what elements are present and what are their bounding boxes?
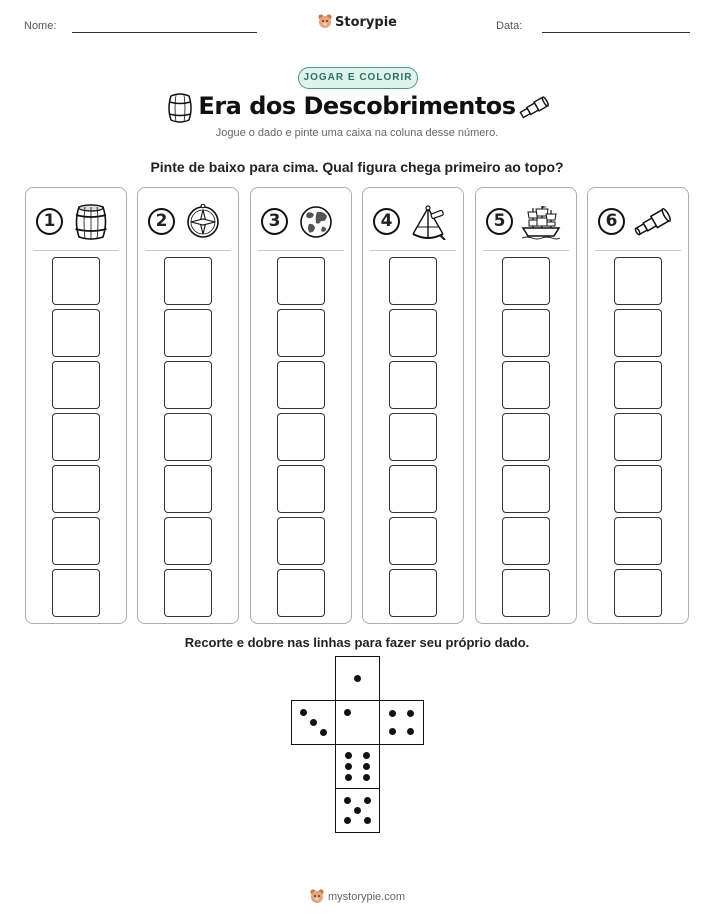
color-box[interactable] <box>277 517 325 565</box>
column-4 <box>362 187 464 624</box>
die-pip <box>407 728 414 735</box>
name-line[interactable] <box>72 32 257 33</box>
color-box[interactable] <box>389 569 437 617</box>
die-pip <box>363 774 370 781</box>
column-2 <box>137 187 239 624</box>
barrel-icon <box>70 204 112 240</box>
die-face-top <box>335 656 380 701</box>
color-box[interactable] <box>277 257 325 305</box>
color-box[interactable] <box>164 309 212 357</box>
color-box[interactable] <box>389 465 437 513</box>
page-title: Era dos Descobrimentos <box>198 92 516 120</box>
spyglass-icon <box>632 204 674 240</box>
die-pip <box>345 763 352 770</box>
footer-url[interactable]: mystorypie.com <box>327 891 406 903</box>
color-box[interactable] <box>502 569 550 617</box>
page-subtitle: Jogue o dado e pinte uma caixa na coluna desse número. <box>215 127 499 139</box>
color-box[interactable] <box>164 361 212 409</box>
color-box[interactable] <box>502 257 550 305</box>
die-face-back <box>335 788 380 833</box>
color-box[interactable] <box>164 413 212 461</box>
cut-instruction: Recorte e dobre nas linhas para fazer seu próprio dado. <box>184 635 530 650</box>
color-box[interactable] <box>164 465 212 513</box>
color-box[interactable] <box>614 361 662 409</box>
bear-logo-icon <box>309 888 325 904</box>
compass-icon <box>182 204 224 240</box>
die-pip <box>389 710 396 717</box>
die-pip <box>344 797 351 804</box>
spyglass-title-icon <box>518 94 550 122</box>
footer <box>0 888 714 904</box>
color-box[interactable] <box>277 465 325 513</box>
color-box[interactable] <box>502 309 550 357</box>
date-line[interactable] <box>542 32 690 33</box>
sextant-icon <box>407 204 449 240</box>
brand-name: Storypie <box>335 15 397 30</box>
color-box[interactable] <box>389 361 437 409</box>
column-number: 4 <box>373 208 400 235</box>
die-pip <box>363 752 370 759</box>
color-box[interactable] <box>277 361 325 409</box>
coloring-instruction: Pinte de baixo para cima. Qual figura chega primeiro ao topo? <box>150 159 564 175</box>
color-box[interactable] <box>614 257 662 305</box>
die-pip <box>354 675 361 682</box>
column-divider <box>483 250 569 251</box>
die-pip <box>363 763 370 770</box>
die-face-center <box>335 700 380 745</box>
column-5 <box>475 187 577 624</box>
brand-logo <box>0 13 714 30</box>
die-pip <box>345 774 352 781</box>
column-6 <box>587 187 689 624</box>
color-box[interactable] <box>614 309 662 357</box>
color-box[interactable] <box>614 465 662 513</box>
color-box[interactable] <box>52 517 100 565</box>
die-pip <box>407 710 414 717</box>
die-pip <box>320 729 327 736</box>
die-pip <box>300 709 307 716</box>
die-face-left <box>291 700 336 745</box>
column-number: 1 <box>36 208 63 235</box>
color-box[interactable] <box>164 569 212 617</box>
date-label: Data: <box>496 20 523 32</box>
column-number: 5 <box>486 208 513 235</box>
die-face-right <box>379 700 424 745</box>
color-box[interactable] <box>389 309 437 357</box>
die-pip <box>310 719 317 726</box>
color-box[interactable] <box>389 413 437 461</box>
color-box[interactable] <box>389 517 437 565</box>
column-number: 3 <box>261 208 288 235</box>
color-box[interactable] <box>52 309 100 357</box>
color-box[interactable] <box>614 413 662 461</box>
ship-icon <box>520 204 562 240</box>
color-box[interactable] <box>277 309 325 357</box>
name-label: Nome: <box>24 20 57 32</box>
column-3 <box>250 187 352 624</box>
die-pip <box>354 807 361 814</box>
bear-logo-icon <box>317 13 333 29</box>
die-pip <box>345 752 352 759</box>
color-box[interactable] <box>52 413 100 461</box>
die-face-bottom <box>335 744 380 789</box>
column-divider <box>33 250 119 251</box>
column-divider <box>258 250 344 251</box>
color-box[interactable] <box>502 413 550 461</box>
color-box[interactable] <box>277 413 325 461</box>
column-divider <box>145 250 231 251</box>
color-box[interactable] <box>52 257 100 305</box>
die-pip <box>364 817 371 824</box>
column-divider <box>595 250 681 251</box>
die-pip <box>389 728 396 735</box>
color-box[interactable] <box>52 465 100 513</box>
activity-badge: JOGAR E COLORIR <box>298 67 418 89</box>
color-box[interactable] <box>164 257 212 305</box>
color-box[interactable] <box>52 569 100 617</box>
color-box[interactable] <box>614 517 662 565</box>
color-box[interactable] <box>502 465 550 513</box>
column-1 <box>25 187 127 624</box>
column-divider <box>370 250 456 251</box>
die-pip <box>364 797 371 804</box>
color-box[interactable] <box>52 361 100 409</box>
globe-icon <box>295 204 337 240</box>
color-box[interactable] <box>164 517 212 565</box>
color-box[interactable] <box>389 257 437 305</box>
color-box[interactable] <box>502 361 550 409</box>
column-number: 2 <box>148 208 175 235</box>
color-box[interactable] <box>502 517 550 565</box>
color-box[interactable] <box>277 569 325 617</box>
die-pip <box>344 709 351 716</box>
die-pip <box>344 817 351 824</box>
color-box[interactable] <box>614 569 662 617</box>
column-number: 6 <box>598 208 625 235</box>
